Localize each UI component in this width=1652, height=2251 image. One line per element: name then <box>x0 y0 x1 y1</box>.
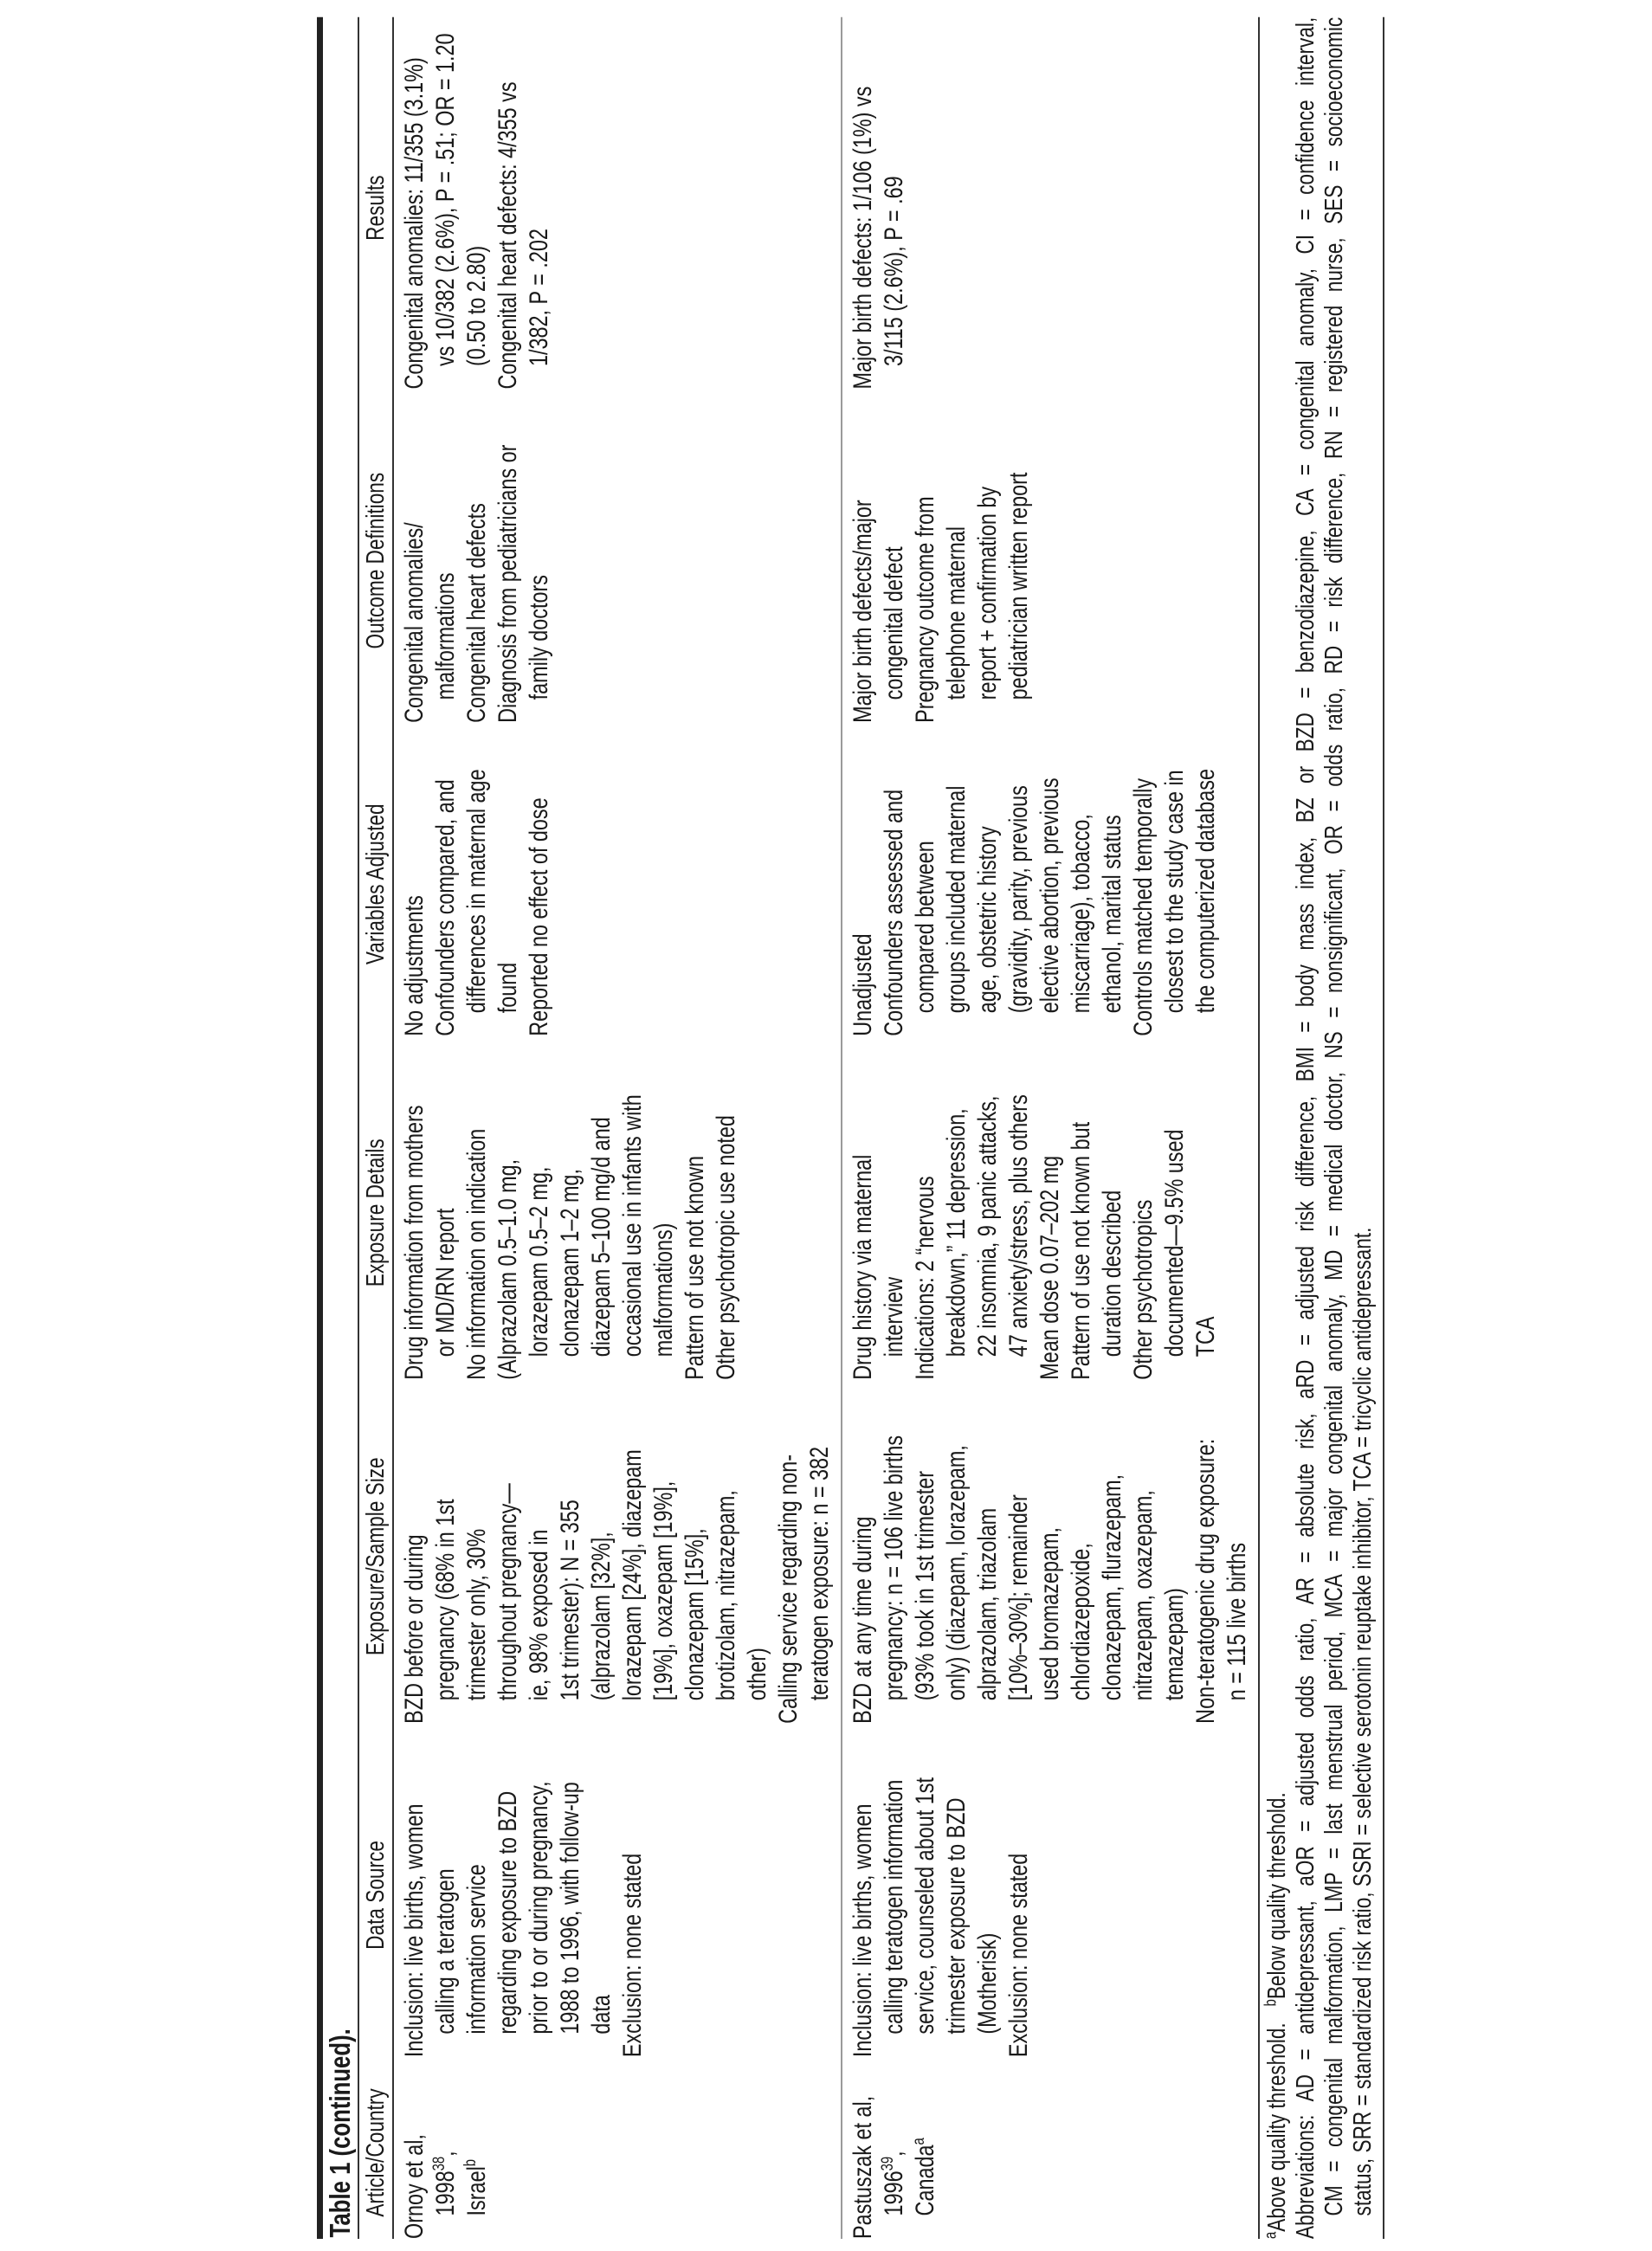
cell-line: differences in maternal age <box>462 769 491 1014</box>
cell-line: (0.50 to 2.80) <box>462 245 491 367</box>
cell-line: Major birth defects: 1/106 (1%) vs <box>849 86 877 390</box>
cell-line: telephone maternal <box>942 526 971 700</box>
cell-line: calling a teratogen <box>431 1868 460 2035</box>
cell-line: interview <box>880 1276 908 1358</box>
cell-line: age, obstetric history <box>973 826 1002 1014</box>
cell-paragraph <box>848 398 910 722</box>
cell-line: Other psychotropic use noted <box>712 1115 740 1380</box>
cell-paragraph <box>493 1046 680 1380</box>
cell-line: TCA <box>1191 1316 1220 1358</box>
cell-line: teratogen exposure: n = 382 <box>805 1446 834 1701</box>
cell-line: vs 10/382 (2.6%), P = .51; OR = 1.20 <box>431 33 460 367</box>
cell-line: trimester exposure to BZD <box>942 1797 971 2035</box>
column-header-article-country: Article/Country <box>362 2088 390 2217</box>
table-top-rule <box>317 17 323 2239</box>
cell-exposure-details <box>399 1036 836 1380</box>
cell-data-source <box>399 1724 836 2057</box>
cell-line: lorazepam 0.5–2 mg, <box>525 1166 553 1358</box>
cell-line: Reported no effect of dose <box>525 797 553 1036</box>
cell-line: (93% took in 1st trimester <box>911 1471 939 1701</box>
cell-line: data <box>587 1995 616 2035</box>
article-text: 1998 <box>431 2170 460 2216</box>
cell-line: 1st trimester): N = 355 <box>556 1500 584 1701</box>
cell-paragraph <box>848 27 910 390</box>
cell-line: other) <box>743 1648 771 1701</box>
cell-data-source <box>848 1724 1253 2057</box>
table-row <box>394 17 841 2239</box>
article-text: Israel <box>462 2166 491 2216</box>
cell-line: chlordiazepoxide, <box>1067 1543 1095 1701</box>
table-footnotes <box>1260 17 1383 2239</box>
cell-paragraph <box>399 27 493 390</box>
cell-line: or MD/RN report <box>431 1208 460 1358</box>
cell-paragraph <box>399 732 430 1036</box>
cell-line: throughout pregnancy— <box>494 1483 522 1701</box>
cell-line: Major birth defects/major <box>849 500 877 723</box>
column-header-exposure-sample-size: Exposure/Sample Size <box>362 1457 390 1656</box>
cell-line: Congenital anomalies: 11/355 (3.1%) <box>400 57 429 390</box>
cell-line: Indications: 2 “nervous <box>911 1176 939 1380</box>
cell-line: ie, 98% exposed in <box>525 1529 553 1701</box>
article-line <box>461 2067 493 2239</box>
cell-paragraph <box>773 1390 836 1724</box>
cell-line: Controls matched temporally <box>1129 777 1158 1036</box>
column-header-exposure-details: Exposure Details <box>362 1138 390 1287</box>
cell-paragraph <box>399 1390 773 1724</box>
cell-line: used bromazepam, <box>1036 1526 1064 1701</box>
cell-line: diazepam 5–100 mg/d and <box>587 1117 616 1358</box>
rotated-page <box>0 16 1652 2251</box>
cell-article-country <box>399 2057 836 2239</box>
article-line <box>879 2067 910 2239</box>
cell-paragraph <box>848 1046 910 1380</box>
table-1-continued <box>317 17 1384 2239</box>
cell-line: (Motherisk) <box>973 1932 1002 2035</box>
cell-line: family doctors <box>525 574 553 700</box>
cell-line: closest to the study case in <box>1160 770 1189 1014</box>
abbreviations-line: Abbreviations: AD = antidepressant, aOR = adjusted odds ratio, AR = absolute risk, aRD = adjusted risk difference, BMI = body mass index, BZ or BZD = benzodiazepine, CA = congenital anomaly, CI = confidence interval, <box>1292 16 1320 2239</box>
cell-line: Drug information from mothers <box>400 1105 429 1380</box>
cell-line: congenital defect <box>880 546 908 700</box>
cell-line: Other psychotropics <box>1129 1199 1158 1380</box>
cell-line: (alprazolam [32%], <box>587 1532 616 1701</box>
cell-line: lorazepam [24%], diazepam <box>618 1449 647 1701</box>
cell-paragraph <box>524 732 555 1036</box>
cell-line: 47 anxiety/stress, plus others <box>1004 1094 1033 1358</box>
cell-line: Mean dose 0.07–202 mg <box>1036 1155 1064 1380</box>
article-text: Ornoy et al, <box>400 2133 429 2239</box>
column-header-outcome-definitions: Outcome Definitions <box>362 472 390 649</box>
cell-paragraph <box>848 1733 1003 2057</box>
cell-line: compared between <box>911 841 939 1014</box>
cell-line: Pregnancy outcome from <box>911 496 939 723</box>
cell-paragraph <box>910 1046 1035 1380</box>
cell-exposure-details <box>848 1036 1253 1380</box>
footnote-b-text: Below quality threshold. <box>1263 1792 1291 2000</box>
footnote-quality <box>1263 17 1292 2239</box>
column-header-results: Results <box>362 175 390 241</box>
cell-line: malformations) <box>649 1222 678 1358</box>
footnote-mark-b: b <box>1262 1999 1281 2007</box>
cell-paragraph <box>711 1046 742 1380</box>
article-line <box>430 2067 461 2239</box>
cell-line: BZD before or during <box>400 1534 429 1724</box>
cell-line: alprazolam, triazolam <box>973 1507 1002 1701</box>
article-text: Canada <box>911 2145 939 2216</box>
article-text: 1996 <box>880 2170 908 2216</box>
cell-line: groups included maternal <box>942 785 971 1014</box>
cell-line: n = 115 live births <box>1223 1542 1251 1701</box>
reference-superscript: 39 <box>879 2156 897 2171</box>
reference-superscript: a <box>910 2138 928 2145</box>
cell-paragraph <box>1066 1046 1128 1380</box>
table-body <box>394 17 1258 2239</box>
cell-paragraph <box>1035 1046 1066 1380</box>
cell-line: Congenital heart defects: 4/355 vs <box>494 81 522 390</box>
cell-line: (Alprazolam 0.5–1.0 mg, <box>494 1158 522 1380</box>
reference-superscript: b <box>461 2158 480 2167</box>
cell-line: Exclusion: none stated <box>1004 1853 1033 2058</box>
cell-line: Diagnosis from pediatricians or <box>494 444 522 723</box>
cell-paragraph <box>848 1390 1191 1724</box>
cell-line: 1988 to 1996, with follow-up <box>556 1782 584 2035</box>
cell-paragraph <box>848 732 879 1036</box>
cell-line: 22 insomnia, 9 panic attacks, <box>973 1095 1002 1358</box>
cell-line: 3/115 (2.6%), P = .69 <box>880 176 908 367</box>
cell-paragraph <box>430 732 524 1036</box>
cell-line: miscarriage), tobacco, <box>1067 814 1095 1014</box>
cell-line: BZD at any time during <box>849 1516 877 1724</box>
cell-line: service, counseled about 1st <box>911 1777 939 2035</box>
cell-line: Congenital anomalies/ <box>400 522 429 723</box>
cell-variables-adjusted <box>399 723 836 1036</box>
cell-line: calling teratogen information <box>880 1779 908 2035</box>
cell-line: clonazepam [15%], <box>681 1528 709 1701</box>
article-text: , <box>880 2151 908 2157</box>
cell-variables-adjusted <box>848 723 1253 1036</box>
cell-line: elective abortion, previous <box>1036 777 1064 1014</box>
footnote-mark-a: a <box>1262 2231 1281 2239</box>
cell-line: information service <box>462 1864 491 2035</box>
cell-paragraph <box>1128 1046 1222 1380</box>
cell-line: breakdown,” 11 depression, <box>942 1108 971 1358</box>
cell-paragraph <box>493 398 555 722</box>
cell-paragraph <box>1128 732 1222 1036</box>
cell-line: Confounders assessed and <box>880 789 908 1036</box>
cell-line: (gravidity, parity, previous <box>1004 785 1033 1014</box>
cell-paragraph <box>1191 1390 1253 1724</box>
cell-outcome-definitions <box>399 390 836 723</box>
cell-line: Non-teratogenic drug exposure: <box>1191 1438 1220 1724</box>
cell-paragraph <box>1003 1733 1035 2057</box>
article-text: , <box>431 2151 460 2157</box>
article-line <box>848 2067 879 2239</box>
cell-paragraph <box>399 398 461 722</box>
cell-line: Inclusion: live births, women <box>400 1803 429 2058</box>
article-text: Pastuszak et al, <box>849 2095 877 2239</box>
cell-line: duration described <box>1098 1190 1126 1358</box>
footnote-bottom-rule <box>1383 17 1384 2239</box>
cell-line: found <box>494 962 522 1014</box>
cell-line: pregnancy (68% in 1st <box>431 1499 460 1701</box>
cell-line: Pattern of use not known <box>681 1155 709 1380</box>
cell-line: occasional use in infants with <box>618 1094 647 1358</box>
cell-paragraph <box>399 1733 617 2057</box>
cell-paragraph <box>461 398 493 722</box>
cell-paragraph <box>910 398 1035 722</box>
cell-line: pediatrician written report <box>1004 472 1033 700</box>
cell-line: clonazepam, flurazepam, <box>1098 1474 1126 1701</box>
cell-line: Unadjusted <box>849 933 877 1036</box>
cell-article-country <box>848 2057 1253 2239</box>
table-title: Table 1 (continued). <box>324 2028 356 2238</box>
cell-line: prior to or during pregnancy, <box>525 1781 553 2035</box>
cell-line: nitrazepam, oxazepam, <box>1129 1490 1158 1701</box>
cell-line: Calling service regarding non- <box>774 1454 803 1724</box>
cell-line: Congenital heart defects <box>462 503 491 723</box>
cell-line: No information on indication <box>462 1128 491 1380</box>
cell-line: regarding exposure to BZD <box>494 1790 522 2035</box>
cell-paragraph <box>680 1046 711 1380</box>
cell-line: 1/382, P = .202 <box>525 229 553 367</box>
column-header-data-source: Data Source <box>362 1841 390 1950</box>
cell-paragraph <box>461 1046 493 1380</box>
cell-line: [19%], oxazepam [19%], <box>649 1480 678 1701</box>
cell-results <box>399 17 836 390</box>
cell-line: Drug history via maternal <box>849 1154 877 1380</box>
column-header-variables-adjusted: Variables Adjusted <box>362 803 390 965</box>
cell-line: Inclusion: live births, women <box>849 1803 877 2058</box>
cell-exposure-sample-size <box>399 1380 836 1724</box>
cell-line: clonazepam 1–2 mg, <box>556 1169 584 1358</box>
cell-line: temazepam) <box>1160 1588 1189 1701</box>
cell-line: Confounders compared, and <box>431 779 460 1036</box>
article-line <box>399 2067 430 2239</box>
abbreviations-line: status, SRR = standardized risk ratio, SSRI = selective serotonin reuptake inhibitor, TCA = tricyclic antidepressant. <box>1349 1227 1377 2216</box>
abbreviations-line: CM = congenital malformation, LMP = last menstrual period, MCA = major congenital anomaly, MD = medical doctor, NS = nonsignificant, OR = odds ratio, RD = risk difference, RN = registered nurse, SES = socioeconomic <box>1320 16 1348 2216</box>
article-line <box>910 2067 941 2239</box>
cell-line: brotizolam, nitrazepam, <box>712 1490 740 1701</box>
cell-paragraph <box>493 27 555 390</box>
cell-line: pregnancy: n = 106 live births <box>880 1435 908 1701</box>
cell-line: the computerized database <box>1191 768 1220 1014</box>
cell-paragraph <box>879 732 1128 1036</box>
cell-paragraph <box>617 1733 649 2057</box>
cell-exposure-sample-size <box>848 1380 1253 1724</box>
cell-line: trimester only, 30% <box>462 1528 491 1701</box>
table-header-row <box>359 17 392 2239</box>
reference-superscript: 38 <box>430 2156 448 2171</box>
cell-line: No adjustments <box>400 895 429 1036</box>
footnote-a-text: Above quality threshold. <box>1263 2022 1291 2232</box>
cell-paragraph <box>399 1046 461 1380</box>
cell-line: Exclusion: none stated <box>618 1853 647 2058</box>
cell-line: only) (diazepam, lorazepam, <box>942 1445 971 1701</box>
table-row <box>842 17 1258 2239</box>
cell-line: documented—9.5% used <box>1160 1129 1189 1358</box>
cell-outcome-definitions <box>848 390 1253 723</box>
cell-results <box>848 17 1253 390</box>
cell-line: Pattern of use not known but <box>1067 1121 1095 1380</box>
cell-line: malformations <box>431 572 460 700</box>
cell-line: [10%–30%]; remainder <box>1004 1494 1033 1701</box>
cell-line: ethanol, marital status <box>1098 815 1126 1014</box>
cell-line: report + confirmation by <box>973 486 1002 700</box>
